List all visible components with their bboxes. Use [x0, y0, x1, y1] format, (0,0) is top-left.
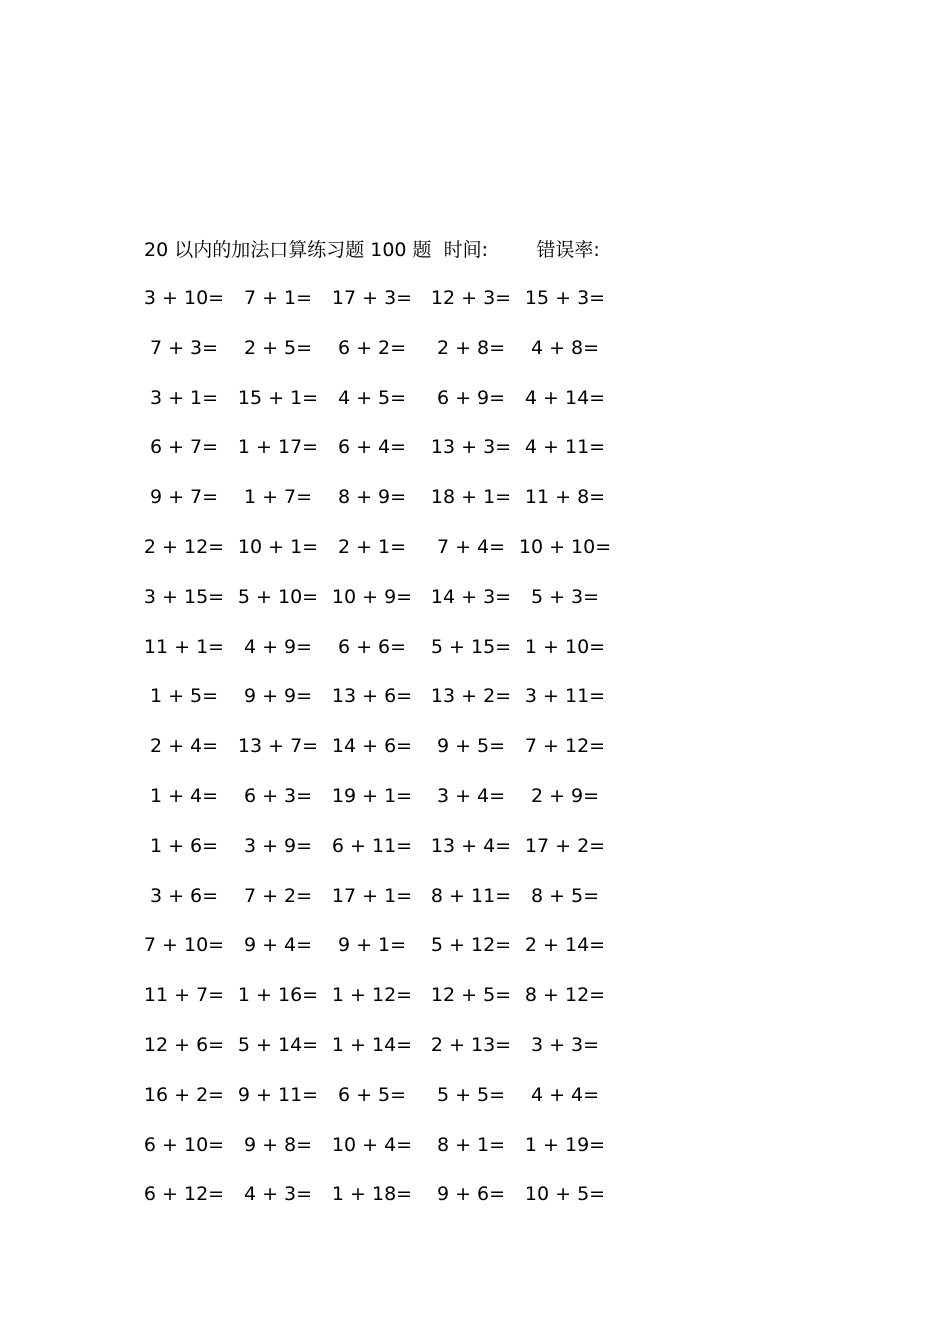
problem: 2 + 5=	[243, 336, 313, 359]
problem: 2 + 13=	[430, 1033, 512, 1056]
problem: 9 + 6=	[436, 1183, 506, 1206]
problem: 3 + 4=	[436, 784, 506, 807]
problem-row-6	[130, 533, 650, 583]
problem-row-17	[130, 1081, 650, 1131]
problem: 15 + 3=	[524, 287, 606, 309]
problem: 3 + 1=	[149, 386, 219, 409]
problem: 10 + 5=	[524, 1183, 606, 1206]
worksheet-title: 20 以内的加法口算练习题 100 题 时间: 错误率:	[144, 239, 600, 261]
problem: 14 + 6=	[331, 735, 413, 758]
problem: 6 + 3=	[243, 784, 313, 807]
problem: 9 + 5=	[436, 735, 506, 758]
problem: 14 + 3=	[430, 585, 512, 608]
problem: 6 + 9=	[436, 386, 506, 409]
problem: 9 + 1=	[337, 934, 407, 957]
problem-row-16	[130, 1031, 650, 1081]
problem: 2 + 14=	[524, 934, 606, 957]
problem: 13 + 6=	[331, 685, 413, 708]
problem: 13 + 4=	[430, 834, 512, 857]
problem: 10 + 1=	[237, 535, 319, 558]
problem: 1 + 19=	[524, 1133, 606, 1156]
problem: 6 + 6=	[337, 635, 407, 658]
problem: 3 + 9=	[243, 834, 313, 857]
problem: 4 + 5=	[337, 386, 407, 409]
problem: 9 + 8=	[243, 1133, 313, 1156]
problem: 9 + 11=	[237, 1083, 319, 1106]
problem: 10 + 4=	[331, 1133, 413, 1156]
problem: 16 + 2=	[143, 1083, 225, 1106]
problem: 7 + 10=	[143, 934, 225, 957]
problem: 3 + 15=	[143, 585, 225, 608]
problem-row-12	[130, 832, 650, 882]
problem: 7 + 1=	[243, 287, 313, 309]
problem: 8 + 1=	[436, 1133, 506, 1156]
problem: 6 + 5=	[337, 1083, 407, 1106]
problem-row-2	[130, 334, 650, 384]
problem-row-14	[130, 931, 650, 981]
problem-row-7	[130, 583, 650, 633]
problem: 11 + 1=	[143, 635, 225, 658]
problem: 6 + 11=	[331, 834, 413, 857]
problem: 6 + 2=	[337, 336, 407, 359]
problem: 13 + 3=	[430, 436, 512, 459]
problem: 6 + 4=	[337, 436, 407, 459]
problem-row-19	[130, 1180, 650, 1230]
problem: 7 + 12=	[524, 735, 606, 758]
problem: 7 + 4=	[436, 535, 506, 558]
problem: 1 + 17=	[237, 436, 319, 459]
problem: 10 + 10=	[518, 535, 612, 558]
problem: 13 + 2=	[430, 685, 512, 708]
problem: 3 + 3=	[530, 1033, 600, 1056]
problem-row-5	[130, 483, 650, 533]
problem: 4 + 14=	[524, 386, 606, 409]
problem: 1 + 5=	[149, 685, 219, 708]
problem: 2 + 9=	[530, 784, 600, 807]
problem: 7 + 3=	[149, 336, 219, 359]
problem: 11 + 7=	[143, 984, 225, 1007]
problem: 2 + 12=	[143, 535, 225, 558]
problem-row-15	[130, 981, 650, 1031]
problem: 1 + 7=	[243, 486, 313, 509]
problem: 17 + 3=	[331, 287, 413, 309]
problem: 1 + 14=	[331, 1033, 413, 1056]
problem: 4 + 11=	[524, 436, 606, 459]
problem: 4 + 3=	[243, 1183, 313, 1206]
problem: 1 + 4=	[149, 784, 219, 807]
problem: 7 + 2=	[243, 884, 313, 907]
problem: 3 + 6=	[149, 884, 219, 907]
problem: 8 + 9=	[337, 486, 407, 509]
problem: 12 + 6=	[143, 1033, 225, 1056]
problem: 4 + 4=	[530, 1083, 600, 1106]
problem: 8 + 12=	[524, 984, 606, 1007]
problem: 3 + 11=	[524, 685, 606, 708]
problem: 5 + 15=	[430, 635, 512, 658]
problem: 9 + 7=	[149, 486, 219, 509]
problem-row-3	[130, 384, 650, 434]
problem: 17 + 2=	[524, 834, 606, 857]
problem: 6 + 12=	[143, 1183, 225, 1206]
problem-row-8	[130, 633, 650, 683]
problem: 11 + 8=	[524, 486, 606, 509]
problem: 4 + 9=	[243, 635, 313, 658]
problem: 12 + 3=	[430, 287, 512, 309]
problem: 15 + 1=	[237, 386, 319, 409]
problem: 1 + 12=	[331, 984, 413, 1007]
problem: 1 + 16=	[237, 984, 319, 1007]
problem: 5 + 5=	[436, 1083, 506, 1106]
problem: 3 + 10=	[143, 287, 225, 309]
problem: 5 + 10=	[237, 585, 319, 608]
problem: 2 + 8=	[436, 336, 506, 359]
problem: 4 + 8=	[530, 336, 600, 359]
problem: 5 + 3=	[530, 585, 600, 608]
problem: 18 + 1=	[430, 486, 512, 509]
problem-grid	[130, 284, 650, 1230]
problem: 2 + 4=	[149, 735, 219, 758]
problem: 2 + 1=	[337, 535, 407, 558]
problem: 1 + 6=	[149, 834, 219, 857]
problem-row-4	[130, 433, 650, 483]
problem-row-9	[130, 682, 650, 732]
problem: 19 + 1=	[331, 784, 413, 807]
problem: 5 + 14=	[237, 1033, 319, 1056]
problem: 8 + 11=	[430, 884, 512, 907]
problem: 17 + 1=	[331, 884, 413, 907]
problem: 9 + 9=	[243, 685, 313, 708]
problem-row-10	[130, 732, 650, 782]
problem-row-1	[130, 284, 650, 334]
problem: 1 + 18=	[331, 1183, 413, 1206]
problem-row-18	[130, 1131, 650, 1181]
problem: 8 + 5=	[530, 884, 600, 907]
problem: 6 + 7=	[149, 436, 219, 459]
problem: 12 + 5=	[430, 984, 512, 1007]
problem: 9 + 4=	[243, 934, 313, 957]
problem: 1 + 10=	[524, 635, 606, 658]
problem: 13 + 7=	[237, 735, 319, 758]
problem: 5 + 12=	[430, 934, 512, 957]
problem-row-13	[130, 882, 650, 932]
problem-row-11	[130, 782, 650, 832]
problem: 10 + 9=	[331, 585, 413, 608]
problem: 6 + 10=	[143, 1133, 225, 1156]
